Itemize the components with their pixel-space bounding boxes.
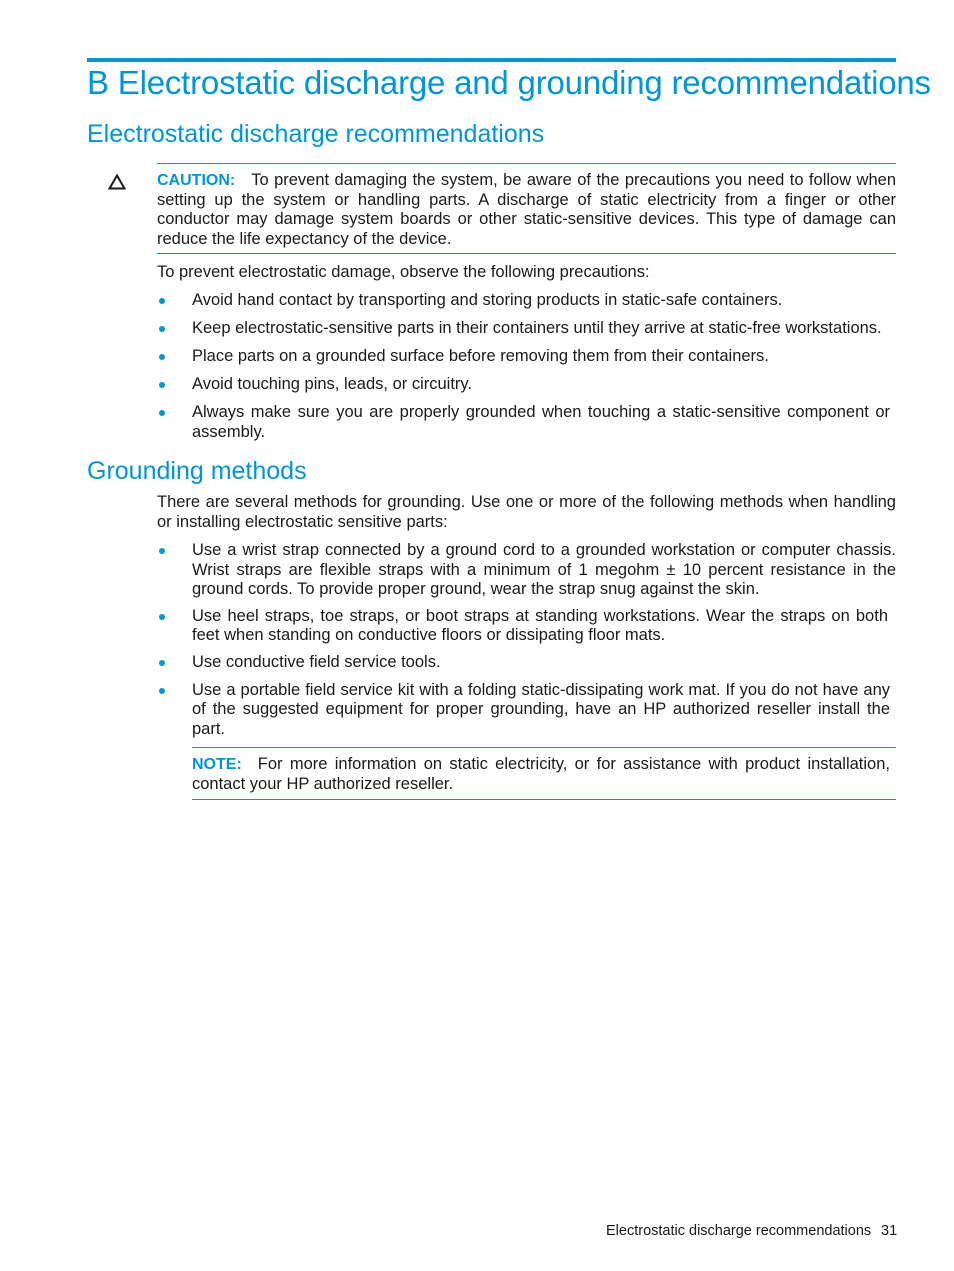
list-item-text: Use conductive field service tools. [192,652,441,671]
bullet-icon [159,382,165,388]
bullet-icon [159,614,165,620]
list-item [157,347,896,367]
chapter-top-rule [87,58,896,62]
esd-intro: To prevent electrostatic damage, observe the following precautions: [157,263,650,281]
list-item [157,541,896,600]
bullet-icon [159,326,165,332]
list-item-text: Avoid hand contact by transporting and storing products in static-safe containers. [192,291,783,309]
list-item-text: Use a portable field service kit with a folding static-dissipating work mat. If you do not have any of the suggested equipment for proper grounding, have an HP authorized reseller install the part. [192,680,890,738]
grounding-methods-list [157,541,896,739]
list-item [157,607,896,646]
list-item [157,319,896,339]
page-number: 31 [881,1223,898,1239]
list-item [157,375,896,395]
caution-label: CAUTION: [157,172,236,189]
list-item-text: Place parts on a grounded surface before removing them from their containers. [192,347,769,365]
chapter-title: B Electrostatic discharge and grounding recommendations [87,64,931,101]
caution-triangle-icon [108,174,126,190]
bullet-icon [159,688,165,694]
list-item [157,681,896,740]
note-label: NOTE: [192,756,242,773]
section-title-esd: Electrostatic discharge recommendations [87,120,545,148]
bullet-icon [159,298,165,304]
footer-section-title: Electrostatic discharge recommendations [606,1223,872,1239]
caution-text: To prevent damaging the system, be aware of the precautions you need to follow when setting up the system or handling parts. A discharge of static electricity from a finger or other conductor may damage system boards or other static-sensitive devices. This type of damage can reduce the life expectancy of the device. [157,171,896,248]
bullet-icon [159,660,165,666]
section-title-grounding: Grounding methods [87,457,307,485]
list-item [157,653,896,673]
bullet-icon [159,548,165,554]
list-item-text: Avoid touching pins, leads, or circuitry. [192,375,473,393]
list-item [157,291,896,311]
grounding-intro: There are several methods for grounding. Use one or more of the following methods when handling or installing electrostatic sensitive parts: [157,493,896,531]
list-item [157,403,896,442]
caution-message [157,171,896,249]
list-item-text: Use heel straps, toe straps, or boot straps at standing workstations. Wear the straps on both feet when standing on conductive floors or dissipating floor mats. [192,606,888,644]
note-text: For more information on static electricity, or for assistance with product installation, contact your HP authorized reseller. [192,755,890,793]
esd-precautions-list [157,291,896,442]
list-item-text: Use a wrist strap connected by a ground cord to a grounded workstation or computer chassis. Wrist straps are flexible straps with a minimum of 1 megohm ± 10 percent resistance in the ground cords. To provide proper ground, wear the strap snug against the skin. [192,541,896,598]
list-item-text: Always make sure you are properly grounded when touching a static-sensitive component or assembly. [192,403,890,441]
bullet-icon [159,354,165,360]
bullet-icon [159,410,165,416]
list-item-text: Keep electrostatic-sensitive parts in their containers until they arrive at static-free workstations. [192,319,882,337]
note-message [192,755,890,794]
